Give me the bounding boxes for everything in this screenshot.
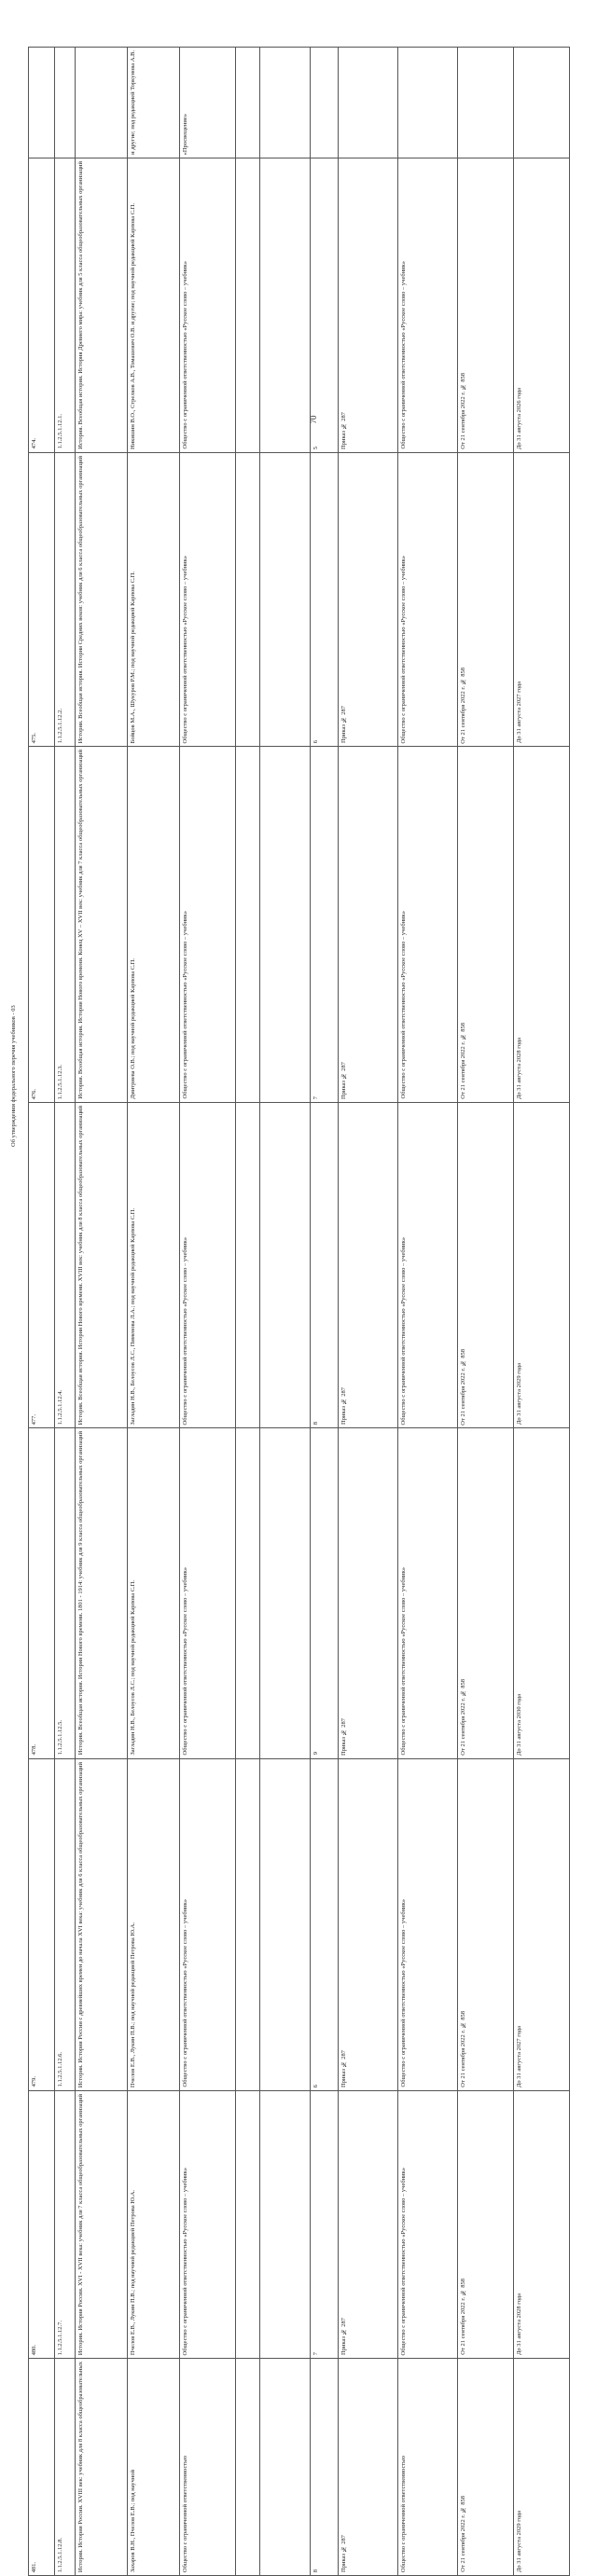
table-cell bbox=[398, 1102, 458, 1427]
table-cell bbox=[55, 747, 76, 1103]
table-cell bbox=[236, 747, 260, 1103]
table-cell bbox=[311, 452, 339, 746]
empty-cell bbox=[236, 2569, 240, 2575]
row-number: 477. bbox=[31, 1413, 37, 1426]
row-number bbox=[29, 152, 33, 158]
table-cell bbox=[29, 747, 55, 1103]
table-cell bbox=[339, 2090, 398, 2358]
table-cell bbox=[236, 452, 260, 746]
table-cell bbox=[55, 452, 76, 746]
book-title: История. Всеобщая история. История Нового времени. XVIII век: учебник для 8 класса общеобразовательных организаций bbox=[77, 1105, 84, 1426]
table-cell bbox=[76, 747, 128, 1103]
table-cell bbox=[236, 1428, 260, 1758]
table-cell bbox=[514, 452, 570, 746]
table-cell bbox=[29, 1428, 55, 1758]
order-number bbox=[339, 152, 342, 158]
table-cell bbox=[458, 48, 514, 158]
grade-number: 8 bbox=[312, 2569, 319, 2573]
book-authors: Никишин В.О., Стрелков А.В., Томашевич О.В. и другие; под научной редакцией Карпова С.П. bbox=[130, 202, 136, 449]
table-cell bbox=[128, 2090, 180, 2358]
valid-until: До 31 августа 2027 года bbox=[516, 2025, 522, 2087]
book-title: История. История России с древнейших времен до начала XVI века: учебник для 6 класса общеобразовательных организаций bbox=[77, 1761, 84, 2087]
holder-org: Общество с ограниченной ответственностью «Русское слово – учебник» bbox=[400, 261, 407, 449]
table-cell bbox=[398, 2090, 458, 2358]
table-cell bbox=[398, 2359, 458, 2576]
table-cell bbox=[76, 1428, 128, 1758]
order-number: Приказ № 287 bbox=[340, 2318, 347, 2356]
empty-cell bbox=[260, 2352, 264, 2358]
table-cell bbox=[76, 1102, 128, 1427]
table-cell bbox=[458, 1428, 514, 1758]
grade-number bbox=[311, 152, 314, 158]
empty-cell bbox=[260, 2569, 264, 2575]
table-row bbox=[29, 1102, 570, 1427]
table-cell bbox=[128, 747, 180, 1103]
holder-org bbox=[398, 152, 402, 158]
table-cell bbox=[55, 1102, 76, 1427]
holder-org: Общество с ограниченной ответственностью «Русское слово – учебник» bbox=[400, 911, 407, 1099]
table-cell bbox=[339, 158, 398, 452]
table-cell bbox=[76, 158, 128, 452]
holder-org: Общество с ограниченной ответственностью «Русское слово – учебник» bbox=[400, 555, 407, 744]
order-number: Приказ № 287 bbox=[340, 706, 347, 744]
table-cell bbox=[311, 1102, 339, 1427]
table-cell bbox=[398, 1428, 458, 1758]
table-cell bbox=[29, 2359, 55, 2576]
table-cell bbox=[311, 1428, 339, 1758]
textbook-table bbox=[28, 47, 570, 2576]
book-authors: Захаров В.Н., Пчелов Е.В.; под научной bbox=[130, 2470, 136, 2573]
holder-org: Общество с ограниченной ответственностью «Русское слово – учебник» bbox=[400, 1899, 407, 2087]
table-cell bbox=[514, 2090, 570, 2358]
table-cell bbox=[29, 48, 55, 158]
empty-cell bbox=[236, 1422, 240, 1427]
table-row bbox=[29, 747, 570, 1103]
book-title: История. Всеобщая история. История Средних веков: учебник для 6 класса общеобразовательных организаций bbox=[77, 455, 84, 744]
table-row bbox=[29, 158, 570, 452]
table-cell bbox=[311, 48, 339, 158]
page-number: 70 bbox=[309, 415, 318, 424]
table-cell bbox=[339, 1758, 398, 2090]
approval-date: От 21 сентября 2022 г. № 858 bbox=[460, 667, 466, 744]
empty-cell bbox=[236, 1096, 240, 1102]
empty-cell bbox=[236, 152, 240, 158]
empty-cell bbox=[260, 740, 264, 746]
table-cell bbox=[514, 747, 570, 1103]
empty-cell bbox=[236, 447, 240, 452]
table-cell bbox=[76, 1758, 128, 2090]
book-publisher: Общество с ограниченной ответственностью «Русское слово – учебник» bbox=[182, 1899, 188, 2087]
table-cell bbox=[514, 1102, 570, 1427]
valid-until: До 31 августа 2028 года bbox=[516, 1037, 522, 1099]
table-cell bbox=[55, 158, 76, 452]
empty-cell bbox=[260, 1422, 264, 1427]
approval-date: От 21 сентября 2022 г. № 858 bbox=[460, 2011, 466, 2087]
table-row bbox=[29, 1758, 570, 2090]
order-number: Приказ № 287 bbox=[340, 1717, 347, 1756]
book-publisher: Общество с ограниченной ответственностью bbox=[182, 2456, 188, 2573]
table-cell bbox=[76, 2090, 128, 2358]
table-cell bbox=[311, 1758, 339, 2090]
empty-cell bbox=[260, 447, 264, 452]
table-cell bbox=[311, 158, 339, 452]
row-code bbox=[55, 152, 59, 158]
table-cell bbox=[260, 2359, 311, 2576]
row-code: 1.1.2.5.1.12.2. bbox=[57, 708, 63, 744]
table-cell bbox=[180, 747, 236, 1103]
empty-cell bbox=[260, 1096, 264, 1102]
empty-cell bbox=[260, 2085, 264, 2090]
table-cell bbox=[458, 1758, 514, 2090]
table-cell bbox=[236, 158, 260, 452]
book-publisher: Общество с ограниченной ответственностью «Русское слово – учебник» bbox=[182, 261, 188, 449]
table-cell bbox=[398, 452, 458, 746]
table-cell bbox=[128, 48, 180, 158]
table-cell bbox=[260, 158, 311, 452]
table-cell bbox=[311, 2090, 339, 2358]
book-publisher: Общество с ограниченной ответственностью «Русское слово – учебник» bbox=[182, 555, 188, 744]
empty-cell bbox=[260, 152, 264, 158]
row-number: 480. bbox=[31, 2344, 37, 2356]
table-cell bbox=[260, 452, 311, 746]
row-number: 474. bbox=[31, 438, 37, 449]
table-cell bbox=[458, 1102, 514, 1427]
approval-date: От 21 сентября 2022 г. № 858 bbox=[460, 2496, 466, 2573]
grade-number: 7 bbox=[312, 2351, 319, 2356]
order-number: Приказ № 287 bbox=[340, 1062, 347, 1099]
valid-until: До 31 августа 2026 года bbox=[516, 387, 522, 449]
book-publisher: Общество с ограниченной ответственностью «Русское слово – учебник» bbox=[182, 1567, 188, 1756]
table-cell bbox=[55, 48, 76, 158]
valid-until: До 31 августа 2028 года bbox=[516, 2294, 522, 2356]
table-cell bbox=[128, 1758, 180, 2090]
row-number: 479. bbox=[31, 2076, 37, 2087]
order-number: Приказ № 287 bbox=[340, 2535, 347, 2573]
table-cell bbox=[458, 2359, 514, 2576]
table-cell bbox=[236, 1758, 260, 2090]
table-cell bbox=[55, 2359, 76, 2576]
row-code: 1.1.2.5.1.12.4. bbox=[57, 1389, 63, 1426]
table-cell bbox=[260, 1758, 311, 2090]
table-cell bbox=[180, 1758, 236, 2090]
table-cell bbox=[339, 452, 398, 746]
book-title: История. История России. XVI - XVII века: учебник для 7 класса общеобразовательных организаций bbox=[77, 2093, 84, 2356]
order-number: Приказ № 287 bbox=[340, 411, 347, 449]
book-title bbox=[76, 152, 79, 158]
book-authors: Загладин Н.В., Белоусов Л.С.; под научной редакцией Карпова С.П. bbox=[130, 1580, 136, 1756]
table-cell bbox=[236, 2359, 260, 2576]
table-cell bbox=[514, 2359, 570, 2576]
grade-number: 9 bbox=[312, 1752, 319, 1756]
holder-org: Общество с ограниченной ответственностью bbox=[400, 2456, 407, 2573]
table-cell bbox=[128, 2359, 180, 2576]
book-publisher: Общество с ограниченной ответственностью «Русское слово – учебник» bbox=[182, 911, 188, 1099]
approval-date: От 21 сентября 2022 г. № 858 bbox=[460, 1678, 466, 1756]
table-cell bbox=[339, 1428, 398, 1758]
table-cell bbox=[180, 1102, 236, 1427]
table-cell bbox=[128, 1102, 180, 1427]
table-cell bbox=[398, 48, 458, 158]
table-row bbox=[29, 2359, 570, 2576]
book-publisher: Общество с ограниченной ответственностью «Русское слово – учебник» bbox=[182, 2167, 188, 2356]
table-cell bbox=[236, 48, 260, 158]
approval-date bbox=[458, 152, 462, 158]
table-header-row bbox=[29, 48, 570, 158]
approval-date: От 21 сентября 2022 г. № 858 bbox=[460, 1348, 466, 1426]
approval-date: От 21 сентября 2022 г. № 858 bbox=[460, 373, 466, 449]
book-publisher: «Просвещение» bbox=[182, 113, 188, 155]
grade-number: 6 bbox=[312, 2084, 319, 2087]
table-cell bbox=[514, 1428, 570, 1758]
table-cell bbox=[260, 747, 311, 1103]
book-authors: Пчелов Е.В., Лукин П.В.; под научной редакцией Петрова Ю.А. bbox=[130, 2189, 136, 2356]
table-cell bbox=[29, 158, 55, 452]
table-cell bbox=[339, 2359, 398, 2576]
empty-cell bbox=[260, 1753, 264, 1758]
table-cell bbox=[514, 1758, 570, 2090]
table-cell bbox=[55, 2090, 76, 2358]
table-cell bbox=[458, 452, 514, 746]
table-cell bbox=[55, 1758, 76, 2090]
table-cell bbox=[29, 452, 55, 746]
book-authors: Загладин Н.В., Белоусов Л.С., Пименова Л.А.; под научной редакцией Карпова С.П. bbox=[130, 1207, 136, 1426]
table-cell bbox=[180, 2090, 236, 2358]
table-cell bbox=[29, 1758, 55, 2090]
table-cell bbox=[458, 158, 514, 452]
order-number: Приказ № 287 bbox=[340, 2049, 347, 2087]
table-cell bbox=[180, 158, 236, 452]
grade-number: 6 bbox=[312, 739, 319, 744]
row-number: 476. bbox=[31, 1088, 37, 1099]
grade-number: 7 bbox=[312, 1095, 319, 1099]
row-number: 475. bbox=[31, 732, 37, 744]
row-code: 1.1.2.5.1.12.8. bbox=[57, 2537, 63, 2573]
book-publisher: Общество с ограниченной ответственностью «Русское слово – учебник» bbox=[182, 1236, 188, 1426]
table-cell bbox=[260, 48, 311, 158]
holder-org: Общество с ограниченной ответственностью «Русское слово – учебник» bbox=[400, 2167, 407, 2356]
table-cell bbox=[76, 2359, 128, 2576]
table-cell bbox=[29, 2090, 55, 2358]
book-authors: и другие; под редакцией Торкунова А.В. bbox=[130, 50, 136, 155]
valid-until: До 31 августа 2030 года bbox=[516, 1693, 522, 1756]
table-cell bbox=[180, 48, 236, 158]
holder-org: Общество с ограниченной ответственностью «Русское слово – учебник» bbox=[400, 1236, 407, 1426]
table-cell bbox=[76, 48, 128, 158]
table-cell bbox=[128, 158, 180, 452]
row-code: 1.1.2.5.1.12.3. bbox=[57, 1064, 63, 1099]
row-code: 1.1.2.5.1.12.1. bbox=[57, 414, 63, 449]
table-cell bbox=[398, 1758, 458, 2090]
valid-until bbox=[514, 152, 518, 158]
book-authors: Пчелов Е.В., Лукин П.В.; под научной редакцией Петрова Ю.А. bbox=[130, 1922, 136, 2087]
book-title: История. Всеобщая история. История Нового времени. 1801 - 1914: учебник для 9 класса общеобразовательных организаций bbox=[77, 1431, 84, 1756]
table-cell bbox=[180, 1428, 236, 1758]
table-cell bbox=[76, 452, 128, 746]
table-row bbox=[29, 1428, 570, 1758]
table-cell bbox=[29, 1102, 55, 1427]
row-number: 481. bbox=[31, 2561, 37, 2573]
table-cell bbox=[128, 452, 180, 746]
table-cell bbox=[311, 2359, 339, 2576]
table-cell bbox=[514, 158, 570, 452]
footer-note: Об утверждении федерального перечня учебников - 03 bbox=[10, 1005, 17, 1147]
table-cell bbox=[180, 452, 236, 746]
row-code: 1.1.2.5.1.12.5. bbox=[57, 1720, 63, 1756]
table-cell bbox=[180, 2359, 236, 2576]
table-cell bbox=[339, 1102, 398, 1427]
valid-until: До 31 августа 2029 года bbox=[516, 2511, 522, 2573]
book-authors: Дмитриева О.В.; под научной редакцией Карпова С.П. bbox=[130, 958, 136, 1099]
approval-date: От 21 сентября 2022 г. № 858 bbox=[460, 2279, 466, 2356]
row-number: 478. bbox=[31, 1744, 37, 1756]
table-cell bbox=[128, 1428, 180, 1758]
table-cell bbox=[55, 1428, 76, 1758]
grade-number: 8 bbox=[312, 1422, 319, 1426]
order-number: Приказ № 287 bbox=[340, 1387, 347, 1426]
holder-org: Общество с ограниченной ответственностью «Русское слово – учебник» bbox=[400, 1567, 407, 1756]
table-cell bbox=[260, 1428, 311, 1758]
empty-cell bbox=[236, 740, 240, 746]
book-authors: Бойцов М.А., Шукуров Р.М.; под научной редакцией Карпова С.П. bbox=[130, 571, 136, 744]
valid-until: До 31 августа 2027 года bbox=[516, 682, 522, 744]
table-cell bbox=[458, 2090, 514, 2358]
grade-number: 5 bbox=[312, 446, 319, 449]
table-cell bbox=[260, 2090, 311, 2358]
table-row bbox=[29, 2090, 570, 2358]
table-cell bbox=[398, 158, 458, 452]
empty-cell bbox=[236, 2085, 240, 2090]
empty-cell bbox=[236, 2352, 240, 2358]
table-cell bbox=[260, 1102, 311, 1427]
book-title: История. Всеобщая история. История Древнего мира: учебник для 5 класса общеобразовательных организаций bbox=[77, 160, 84, 449]
valid-until: До 31 августа 2029 года bbox=[516, 1363, 522, 1426]
row-code: 1.1.2.5.1.12.6. bbox=[57, 2052, 63, 2087]
table-cell bbox=[339, 48, 398, 158]
table-row bbox=[29, 452, 570, 746]
book-title: История. История России. XVIII век: учебник для 8 класса общеобразовательных bbox=[77, 2362, 84, 2573]
row-code: 1.1.2.5.1.12.7. bbox=[57, 2320, 63, 2356]
table-cell bbox=[236, 1102, 260, 1427]
book-title: История. Всеобщая история. История Нового времени. Конец XV – XVII век: учебник для 7 класса общеобразовательных организаций bbox=[77, 750, 84, 1099]
table-cell bbox=[398, 747, 458, 1103]
table-cell bbox=[339, 747, 398, 1103]
empty-cell bbox=[236, 1753, 240, 1758]
table-cell bbox=[458, 747, 514, 1103]
table-cell bbox=[514, 48, 570, 158]
approval-date: От 21 сентября 2022 г. № 858 bbox=[460, 1023, 466, 1099]
table-cell bbox=[311, 747, 339, 1103]
table-cell bbox=[236, 2090, 260, 2358]
